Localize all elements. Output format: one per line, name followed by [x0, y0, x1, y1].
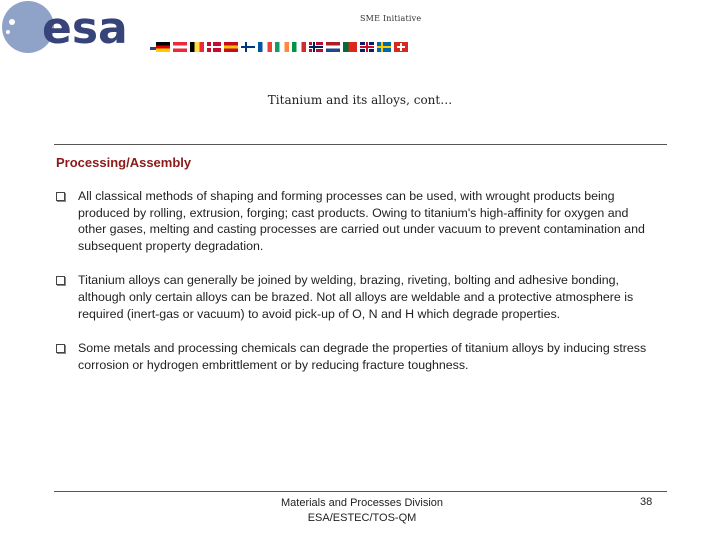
slide-title: Titanium and its alloys, cont… [267, 93, 453, 107]
flag-portugal-icon [343, 42, 357, 52]
esa-logo-mark [0, 0, 160, 58]
square-bullet-icon [56, 344, 65, 353]
flag-germany-icon [156, 42, 170, 52]
flag-united-kingdom-icon [360, 42, 374, 52]
flag-austria-icon [173, 42, 187, 52]
member-state-flags [156, 42, 408, 52]
footer-org: ESA/ESTEC/TOS-QM [307, 512, 417, 524]
esa-logo [0, 0, 160, 58]
bullet-list [56, 188, 656, 391]
footer-division: Materials and Processes Division [280, 497, 443, 509]
bullet-item [56, 340, 656, 373]
flag-italy-icon [292, 42, 306, 52]
square-bullet-icon [56, 276, 65, 285]
bullet-text: All classical methods of shaping and forming processes can be used, with wrought products being produced by rolling, extrusion, forging; cast products. Owing to titanium's high-affinity for oxygen and other gases, melting and casting processes are carried out under vacuum to prevent contamination and subsequent property degradation. [78, 189, 645, 253]
footer [230, 496, 494, 526]
flag-france-icon [258, 42, 272, 52]
footer-divider [54, 491, 667, 492]
section-heading: Processing/Assembly [56, 155, 192, 170]
flag-ireland-icon [275, 42, 289, 52]
flag-belgium-icon [190, 42, 204, 52]
bullet-item [56, 272, 656, 322]
flag-switzerland-icon [394, 42, 408, 52]
initiative-label: SME Initiative [360, 14, 422, 23]
flag-denmark-icon [207, 42, 221, 52]
flag-spain-icon [224, 42, 238, 52]
bullet-text: Some metals and processing chemicals can degrade the properties of titanium alloys by inducing stress corrosion or hydrogen embrittlement or by reducing fracture toughness. [78, 341, 647, 372]
square-bullet-icon [56, 192, 65, 201]
flag-finland-icon [241, 42, 255, 52]
flag-sweden-icon [377, 42, 391, 52]
bullet-item [56, 188, 656, 254]
esa-logo-text: esa [42, 3, 128, 54]
flag-netherlands-icon [326, 42, 340, 52]
page-number: 38 [640, 496, 653, 508]
bullet-text: Titanium alloys can generally be joined by welding, brazing, riveting, bolting and adhesive bonding, although only certain alloys can be brazed. Not all alloys are weldable and a protective atmosphere is required (inert-gas or vacuum) to avoid pick-up of O, N and H which degrade properties. [78, 273, 634, 321]
title-divider [54, 144, 667, 145]
flag-norway-icon [309, 42, 323, 52]
